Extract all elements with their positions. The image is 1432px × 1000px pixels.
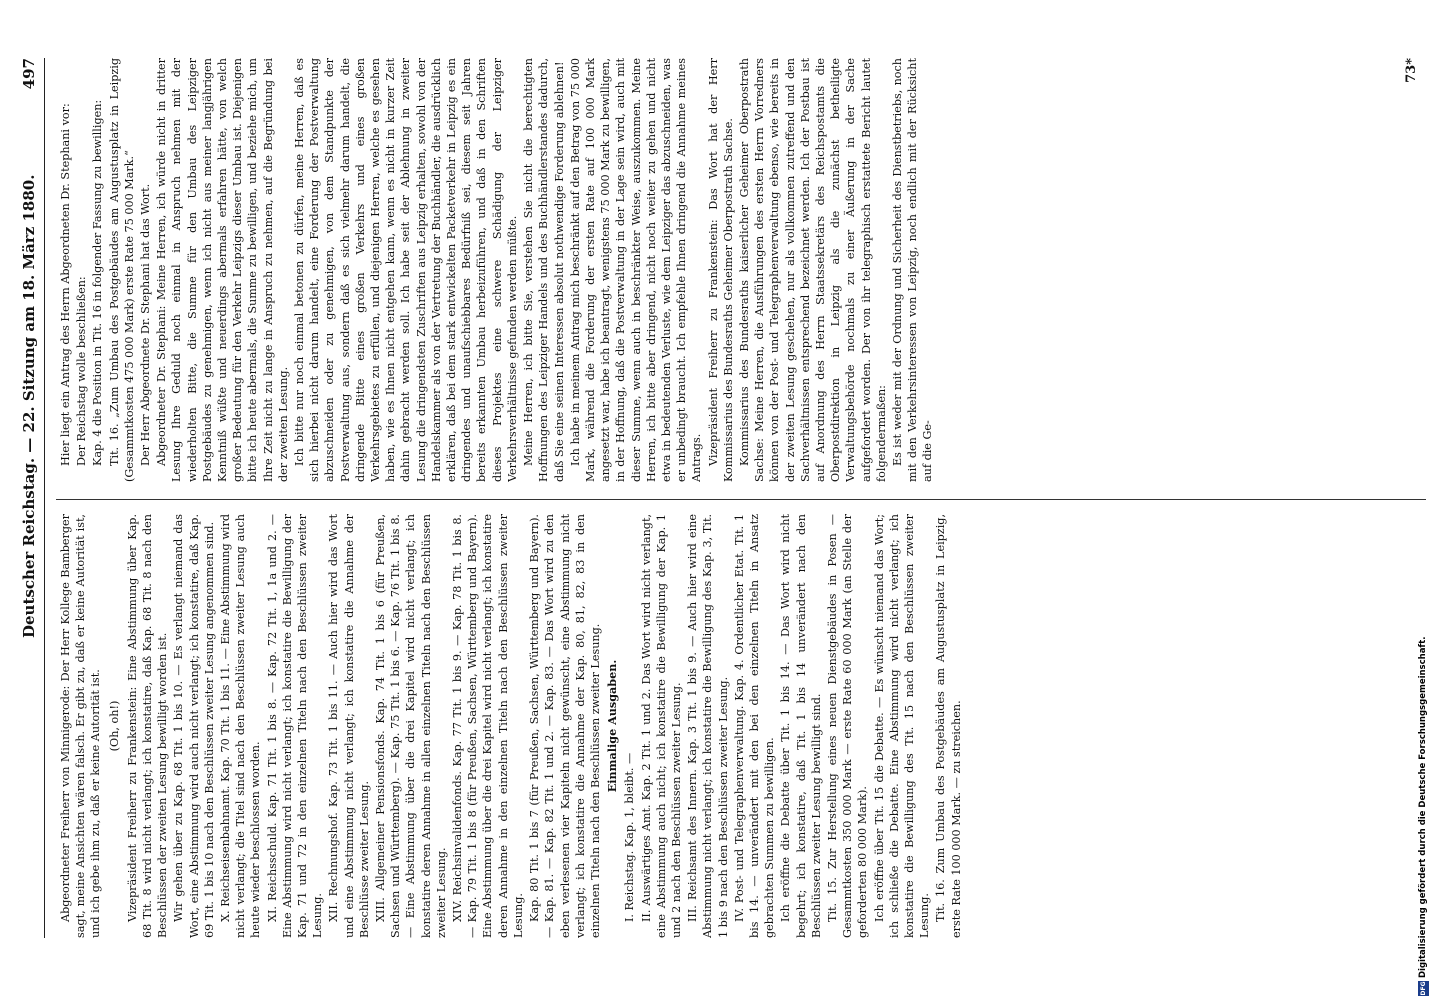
sheet-signature: 73*	[1404, 58, 1419, 83]
paragraph: (Oh, oh!)	[107, 700, 121, 752]
paragraph: Tit. 15. Zur Herstellung eines neuen Dienstgebäudes in Posen — Gesammtkosten 350 000 Mark — erste Rate 60 000 Mark (an Stelle der geforderten 80 000 Mark).	[825, 514, 870, 938]
paragraph: Der Herr Abgeordnete Dr. Stephani hat das Wort.	[139, 183, 153, 466]
paragraph: XII. Rechnungshof. Kap. 73 Tit. 1 bis 11. — Auch hier wird das Wort und eine Abstimmung nicht verlangt; ich konstatire die Annahme der Beschlüsse zweiter Lesung.	[327, 514, 371, 938]
paragraph: Vizepräsident Freiherr zu Frankenstein: Das Wort hat der Herr Kommissarius des Bundesraths Geheimer Oberpostrath Sachse.	[706, 58, 735, 482]
paragraph: Abgeordneter Freiherr von Minnigerode: Der Herr Kollege Bamberger sagt, meine Ansichten wären falsch. Er gibt zu, daß er keine Autorität ist, und ich gebe ihm zu, daß er keine Autorität ist.	[59, 514, 103, 938]
right-column	[58, 58, 1414, 482]
paragraph: Ich eröffne die Debatte über Tit. 1 bis 14. — Das Wort wird nicht begehrt; ich konstatire, daß Tit. 1 bis 14 unverändert nach den Beschlüssen zweiter Lesung bewilligt sind.	[779, 514, 823, 938]
paragraph: XIII. Allgemeiner Pensionsfonds. Kap. 74 Tit. 1 bis 6 (für Preußen, Sachsen und Württemberg). — Kap. 75 Tit. 1 bis 6. — Kap. 76 Tit. 1 bis 8. — Eine Abstimmung über die drei Kapitel wird nicht verlangt; ich konstatire deren Annahme in allen einzelnen Titeln nach den Beschlüssen zweiter Lesung.	[374, 514, 448, 938]
header-rule	[44, 58, 45, 938]
paragraph: IV. Post- und Telegraphenverwaltung. Kap. 4. Ordentlicher Etat. Tit. 1 bis 14. — unverändert mit den bei den einzelnen Titeln in Ansatz gebrachten Summen zu bewilligen.	[732, 514, 777, 938]
paragraph: Es ist weder mit der Ordnung und Sicherheit des Dienstbetriebs, noch mit den Verkehrsinteressen von Leipzig, noch endlich mit der Rücksicht auf die Ge-	[890, 58, 935, 482]
paragraph: Ich eröffne über Tit. 15 die Debatte. — Es wünscht niemand das Wort; ich schließe die Debatte. Eine Abstimmung wird nicht verlangt; ich konstatire die Bewilligung des Tit. 15 nach den Beschlüssen zweiter Lesung.	[872, 514, 932, 938]
paragraph: Abgeordneter Dr. Stephani: Meine Herren, ich würde nicht in dritter Lesung Ihre Geduld noch einmal in Anspruch nehmen mit der wiederholten Bitte, die Summe für den Umbau des Leipziger Postgebäudes zu genehmigen, wenn ich nicht aus meiner langjährigen Kenntniß wüßte und neuerdings abermals erfahren hätte, von welch großer Bedeutung für den Verkehr Leipzigs dieser Umbau ist. Diejenigen bitte ich heute abermals, die Summe zu bewilligen, und beziehe mich, um Ihre Zeit nicht zu lange in Anspruch zu nehmen, auf die Begründung bei der zweiten Lesung.	[155, 58, 290, 482]
paragraph: I. Reichstag. Kap. 1, bleibt. —	[623, 752, 637, 922]
paragraph: X. Reichseisenbahnamt. Kap. 70 Tit. 1 bis 11. — Eine Abstimmung wird nicht verlangt; die Titel sind nach den Beschlüssen zweiter Lesung auch heute wieder beschlossen worden.	[219, 514, 263, 938]
paragraph: Kap. 4 die Position in Tit. 16 in folgender Fassung zu bewilligen:	[91, 99, 105, 466]
running-title: Deutscher Reichstag. — 22. Sitzung am 18. März 1880.	[20, 174, 38, 638]
paragraph: Wir gehen über zu Kap. 68 Tit. 1 bis 10. — Es verlangt niemand das Wort, eine Abstimmung wird auch nicht verlangt; ich konstatire, daß Kap. 69 Tit. 1 bis 10 nach den Beschlüssen zweiter Lesung angenommen sind.	[172, 514, 216, 938]
section-heading: Einmalige Ausgaben.	[605, 659, 620, 793]
paragraph: Meine Herren, ich bitte Sie, verstehen Sie nicht die berechtigten Hoffnungen des Leipziger Handels und des Buchhändlerstandes dadurch, daß Sie eine seinen Interessen absolut nothwendige Forderung ablehnen!	[522, 58, 566, 482]
page-header	[18, 58, 44, 938]
paragraph: Ich bitte nur noch einmal betonen zu dürfen, meine Herren, daß es sich hierbei nicht darum handelt, eine Forderung der Postverwaltung abzuschneiden oder zu genehmigen, von dem Standpunkte der Postverwaltung aus, sondern daß es sich vielmehr darum handelt, die dringende Bitte eines großen Verkehrs und eines großen Verkehrsgebietes zu erfüllen, und diejenigen Herren, welche es gesehen haben, wie es Ihnen nicht entgehen kann, wenn es nicht in kurzer Zeit dahin gebracht werden soll. Ich habe seit der Ablehnung in zweiter Lesung die dringendsten Zuschriften aus Leipzig erhalten, sowohl von der Handelskammer als von der Vertretung der Buchhändler, die ausdrücklich erklären, daß bei dem stark entwickelten Packetverkehr in Leipzig es ein dringendes und unaufschiebbares Bedürfniß sei, diesem seit Jahren bereits erkannten Umbau herbeizuführen, und daß in den Schriften dieses Projektes eine schwere Schädigung der Leipziger Verkehrsverhältnisse gefunden werden müßte.	[293, 58, 519, 482]
paragraph: II. Auswärtiges Amt. Kap. 2 Tit. 1 und 2. Das Wort wird nicht verlangt, eine Abstimmung auch nicht; ich konstatire die Bewilligung der Kap. 1 und 2 nach den Beschlüssen zweiter Lesung.	[639, 514, 683, 938]
digitization-note: Digitalisierung gefördert durch die Deutsche Forschungsgemeinschaft.	[1418, 636, 1428, 978]
left-column	[58, 514, 1414, 938]
page-number: 497	[20, 58, 38, 90]
paragraph: XI. Reichsschuld. Kap. 71 Tit. 1 bis 8. — Kap. 72 Tit. 1, 1a und 2. — Eine Abstimmung wird nicht verlangt; ich konstatire die Bewilligung der Kap. 71 und 72 in den einzelnen Titeln nach den Beschlüssen zweiter Lesung.	[265, 514, 325, 938]
paragraph: Kap. 80 Tit. 1 bis 7 (für Preußen, Sachsen, Württemberg und Bayern). — Kap. 81. — Kap. 82 Tit. 1 und 2. — Kap. 83. — Das Wort wird zu den eben verlesenen vier Kapiteln nicht gewünscht, eine Abstimmung nicht verlangt; ich konstatire die Annahme der Kap. 80, 81, 82, 83 in den einzelnen Titeln nach den Beschlüssen zweiter Lesung.	[528, 514, 602, 938]
paragraph: Hier liegt ein Antrag des Herrn Abgeordneten Dr. Stephani vor:	[59, 103, 72, 466]
paragraph: III. Reichsamt des Innern. Kap. 3 Tit. 1 bis 9. — Auch hier wird eine Abstimmung nicht verlangt; ich konstatire die Bewilligung des Kap. 3, Tit. 1 bis 9 nach den Beschlüssen zweiter Lesung.	[686, 514, 730, 938]
column-divider	[56, 499, 1426, 500]
paragraph: Der Reichstag wolle beschließen:	[75, 276, 89, 466]
dfg-logo: DFG	[1420, 981, 1427, 996]
paragraph: Vizepräsident Freiherr zu Frankenstein: Eine Abstimmung über Kap. 68 Tit. 8 wird nicht verlangt; ich konstatire, daß Kap. 68 Tit. 8 nach den Beschlüssen der zweiten Lesung bewilligt worden ist.	[125, 514, 170, 938]
paragraph: Kommissarius des Bundesraths kaiserlicher Geheimer Oberpostrath Sachse: Meine Herren, die Ausführungen des ersten Herrn Vorredners können von der Post- und Telegraphenverwaltung ebenso, wie bereits in der zweiten Lesung geschehen, nur als vollkommen zutreffend und den Sachverhältnissen entsprechend bezeichnet werden. Ich der Postbau ist auf Anordnung des Herrn Staatssekretärs des Reichspostamts die Oberpostdirektion in Leipzig als die zunächst betheiligte Verwaltungsbehörde nochmals zu einer Äußerung in der Sache aufgefordert worden. Der von ihr telegraphisch erstattete Bericht lautet folgendermaßen:	[737, 58, 888, 482]
paragraph: XIV. Reichsinvalidenfonds. Kap. 77 Tit. 1 bis 9. — Kap. 78 Tit. 1 bis 8. — Kap. 79 Tit. 1 bis 8 (für Preußen, Sachsen, Württemberg und Bayern). Eine Abstimmung über die drei Kapitel wird nicht verlangt; ich konstatire deren Annahme in den einzelnen Titeln nach den Beschlüssen zweiter Lesung.	[451, 514, 525, 938]
paragraph: Ich habe in meinem Antrag mich beschränkt auf den Betrag von 75 000 Mark, während die Forderung der ersten Rate auf 100 000 Mark angesetzt war, habe ich beantragt, wenigstens 75 000 Mark zu bewilligen, in der Hoffnung, daß die Postverwaltung in der Lage sein wird, auch mit dieser Summe, wenn auch in beschränkter Weise, auszukommen. Meine Herren, ich bitte aber dringend, nicht noch weiter zu gehen und nicht etwa in bedeutenden Verluste, wie dem Leipziger das abzuschneiden, was er unbedingt braucht. Ich empfehle Ihnen dringend die Annahme meines Antrags.	[568, 58, 704, 482]
paragraph: Tit. 16. „Zum Umbau des Postgebäudes am Augustusplatz in Leipzig (Gesammtkosten 475 000 Mark) erste Rate 75 000 Mark.“	[107, 58, 136, 482]
paragraph: Tit. 16. Zum Umbau des Postgebäudes am Augustusplatz in Leipzig, erste Rate 100 000 Mark. — zu streichen.	[934, 514, 963, 938]
